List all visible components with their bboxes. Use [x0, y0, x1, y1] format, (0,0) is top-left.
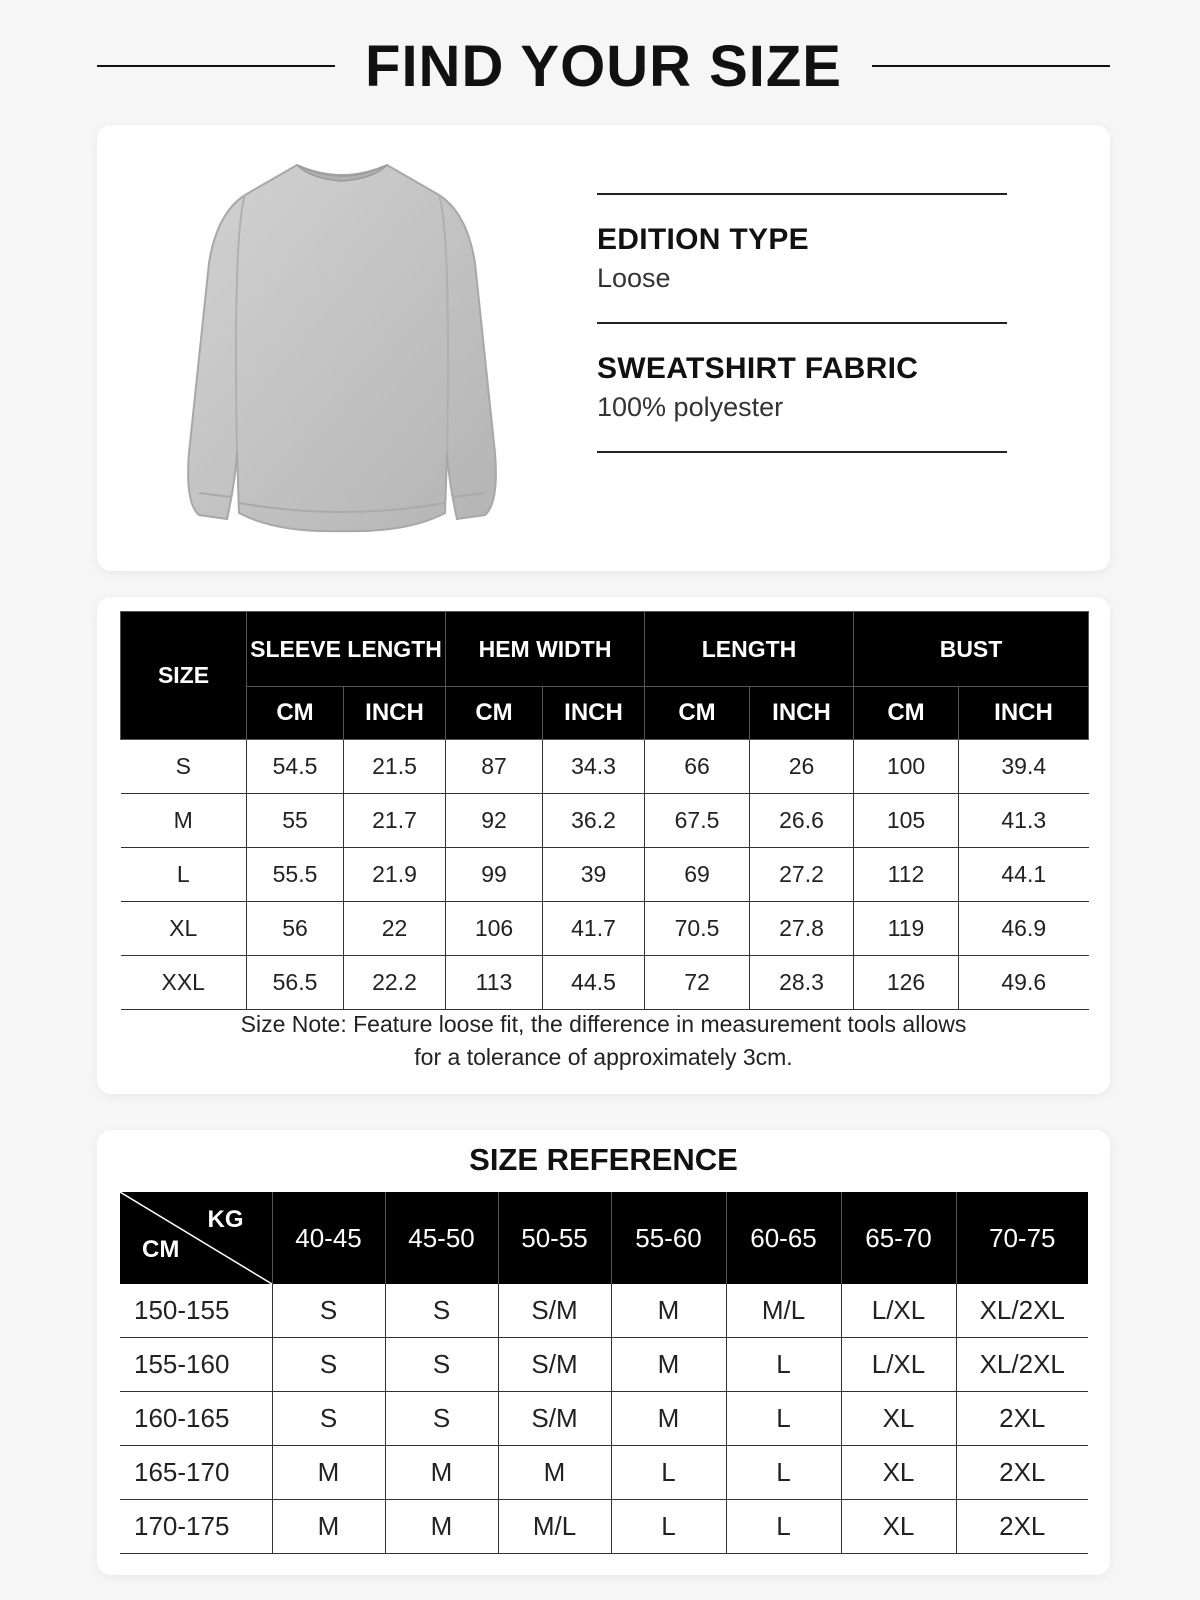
measure-cell: 26	[750, 740, 854, 794]
recommended-size-cell: L	[726, 1446, 841, 1500]
recommended-size-cell: L	[726, 1500, 841, 1554]
size-cell: XL	[121, 902, 247, 956]
measure-cell: 27.2	[750, 848, 854, 902]
recommended-size-cell: L	[611, 1500, 726, 1554]
table-row	[121, 902, 1089, 956]
measure-cell: 72	[645, 956, 750, 1010]
measure-cell: 69	[645, 848, 750, 902]
size-cell: M	[121, 794, 247, 848]
measure-cell: 36.2	[543, 794, 645, 848]
recommended-size-cell: 2XL	[956, 1446, 1088, 1500]
size-cell: XXL	[121, 956, 247, 1010]
recommended-size-cell: M/L	[498, 1500, 611, 1554]
measure-cell: 28.3	[750, 956, 854, 1010]
measure-cell: 21.7	[344, 794, 446, 848]
size-chart-card	[97, 597, 1110, 1094]
recommended-size-cell: 2XL	[956, 1500, 1088, 1554]
header-rule-right	[872, 65, 1110, 67]
measure-cell: 39	[543, 848, 645, 902]
measure-group-header: SLEEVE LENGTH	[247, 612, 446, 687]
recommended-size-cell: XL	[841, 1446, 956, 1500]
size-cell: L	[121, 848, 247, 902]
size-cell: S	[121, 740, 247, 794]
measure-cell: 39.4	[959, 740, 1089, 794]
measure-cell: 106	[446, 902, 543, 956]
recommended-size-cell: M/L	[726, 1284, 841, 1338]
measure-cell: 66	[645, 740, 750, 794]
weight-range-header: 45-50	[385, 1192, 498, 1284]
unit-header: INCH	[750, 687, 854, 740]
recommended-size-cell: XL/2XL	[956, 1284, 1088, 1338]
recommended-size-cell: XL	[841, 1392, 956, 1446]
measure-cell: 22	[344, 902, 446, 956]
measure-cell: 126	[854, 956, 959, 1010]
recommended-size-cell: M	[611, 1338, 726, 1392]
page-title: FIND YOUR SIZE	[365, 33, 842, 99]
unit-header-row	[121, 687, 1089, 740]
height-range-cell: 160-165	[120, 1392, 272, 1446]
size-reference-title: SIZE REFERENCE	[469, 1142, 738, 1177]
spec-value: 100% polyester	[597, 392, 784, 422]
table-row	[120, 1392, 1088, 1446]
recommended-size-cell: S	[385, 1392, 498, 1446]
measure-cell: 27.8	[750, 902, 854, 956]
size-column-header: SIZE	[121, 612, 247, 740]
spec-value: Loose	[597, 263, 671, 293]
spec-label: EDITION TYPE	[597, 223, 809, 256]
weight-range-header: 50-55	[498, 1192, 611, 1284]
recommended-size-cell: L	[726, 1338, 841, 1392]
recommended-size-cell: M	[611, 1392, 726, 1446]
table-row	[120, 1500, 1088, 1554]
recommended-size-cell: M	[385, 1500, 498, 1554]
unit-header: INCH	[344, 687, 446, 740]
height-range-cell: 170-175	[120, 1500, 272, 1554]
measure-cell: 26.6	[750, 794, 854, 848]
measure-cell: 87	[446, 740, 543, 794]
measure-cell: 105	[854, 794, 959, 848]
measure-cell: 99	[446, 848, 543, 902]
measure-cell: 41.7	[543, 902, 645, 956]
height-range-cell: 150-155	[120, 1284, 272, 1338]
recommended-size-cell: L	[726, 1392, 841, 1446]
unit-header: CM	[645, 687, 750, 740]
height-unit-label: CM	[142, 1236, 180, 1263]
recommended-size-cell: M	[272, 1500, 385, 1554]
unit-header: INCH	[543, 687, 645, 740]
recommended-size-cell: M	[498, 1446, 611, 1500]
table-row	[121, 848, 1089, 902]
measure-cell: 112	[854, 848, 959, 902]
measure-cell: 34.3	[543, 740, 645, 794]
measure-cell: 21.5	[344, 740, 446, 794]
spec-divider	[597, 451, 1007, 453]
measure-cell: 55	[247, 794, 344, 848]
recommended-size-cell: S	[385, 1284, 498, 1338]
table-row	[121, 794, 1089, 848]
recommended-size-cell: S	[385, 1338, 498, 1392]
weight-range-header: 60-65	[726, 1192, 841, 1284]
weight-range-header: 40-45	[272, 1192, 385, 1284]
weight-range-header: 65-70	[841, 1192, 956, 1284]
recommended-size-cell: 2XL	[956, 1392, 1088, 1446]
spec-fabric	[597, 324, 1007, 451]
recommended-size-cell: S/M	[498, 1392, 611, 1446]
measure-group-header: LENGTH	[645, 612, 854, 687]
measure-cell: 22.2	[344, 956, 446, 1010]
table-row	[120, 1446, 1088, 1500]
unit-header: CM	[446, 687, 543, 740]
recommended-size-cell: L	[611, 1446, 726, 1500]
measure-cell: 44.1	[959, 848, 1089, 902]
weight-range-header: 55-60	[611, 1192, 726, 1284]
recommended-size-cell: S	[272, 1392, 385, 1446]
table-row	[120, 1338, 1088, 1392]
measure-cell: 119	[854, 902, 959, 956]
recommended-size-cell: XL	[841, 1500, 956, 1554]
size-reference-card	[97, 1130, 1110, 1575]
measure-cell: 100	[854, 740, 959, 794]
recommended-size-cell: M	[385, 1446, 498, 1500]
product-specs	[597, 193, 1007, 453]
measure-cell: 67.5	[645, 794, 750, 848]
unit-header: CM	[247, 687, 344, 740]
measure-cell: 56	[247, 902, 344, 956]
size-note-line: for a tolerance of approximately 3cm.	[414, 1044, 793, 1070]
recommended-size-cell: S	[272, 1284, 385, 1338]
height-range-cell: 165-170	[120, 1446, 272, 1500]
unit-header: INCH	[959, 687, 1089, 740]
measure-cell: 70.5	[645, 902, 750, 956]
table-row	[121, 956, 1089, 1010]
page-header	[97, 30, 1110, 102]
weight-unit-label: KG	[207, 1206, 244, 1233]
measure-cell: 55.5	[247, 848, 344, 902]
recommended-size-cell: L/XL	[841, 1284, 956, 1338]
recommended-size-cell: M	[272, 1446, 385, 1500]
measure-group-header: BUST	[854, 612, 1089, 687]
weight-header-row	[120, 1192, 1088, 1284]
measure-cell: 21.9	[344, 848, 446, 902]
recommended-size-cell: S	[272, 1338, 385, 1392]
product-info-card	[97, 125, 1110, 571]
measure-group-header: HEM WIDTH	[446, 612, 645, 687]
recommended-size-cell: XL/2XL	[956, 1338, 1088, 1392]
recommended-size-cell: M	[611, 1284, 726, 1338]
spec-label: SWEATSHIRT FABRIC	[597, 352, 919, 385]
measure-cell: 46.9	[959, 902, 1089, 956]
measure-cell: 49.6	[959, 956, 1089, 1010]
sweatshirt-icon	[177, 153, 507, 553]
height-range-cell: 155-160	[120, 1338, 272, 1392]
spec-edition-type	[597, 195, 1007, 322]
table-row	[121, 740, 1089, 794]
size-chart-table	[120, 611, 1089, 1010]
header-rule-left	[97, 65, 335, 67]
recommended-size-cell: L/XL	[841, 1338, 956, 1392]
recommended-size-cell: S/M	[498, 1284, 611, 1338]
measure-cell: 44.5	[543, 956, 645, 1010]
measure-cell: 56.5	[247, 956, 344, 1010]
weight-range-header: 70-75	[956, 1192, 1088, 1284]
size-reference-table	[120, 1192, 1088, 1554]
unit-header: CM	[854, 687, 959, 740]
recommended-size-cell: S/M	[498, 1338, 611, 1392]
table-row	[120, 1284, 1088, 1338]
measure-cell: 92	[446, 794, 543, 848]
measure-cell: 54.5	[247, 740, 344, 794]
size-note	[97, 1008, 1110, 1074]
size-note-line: Size Note: Feature loose fit, the difference in measurement tools allows	[240, 1011, 967, 1037]
measure-cell: 41.3	[959, 794, 1089, 848]
measure-cell: 113	[446, 956, 543, 1010]
height-weight-corner	[120, 1192, 272, 1284]
